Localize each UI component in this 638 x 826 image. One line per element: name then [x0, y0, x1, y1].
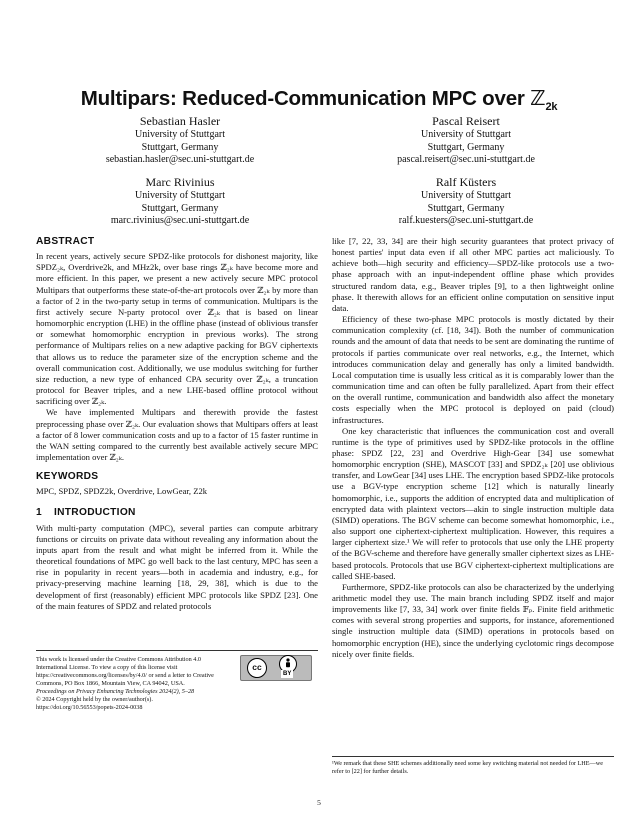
page-number: 5	[317, 798, 321, 807]
cc-by-logo	[240, 655, 312, 681]
body-paragraph: One key characteristic that influences the communication cost and overall runtime is the type of primitives used by SPDZ-like protocols in the offline phase: SPDZ [22, 23] and Overdrive High-Gear [34] use somewhat homomorphic encryption (SHE), MASCOT [33] and SPDZ₂ₖ [20] use oblivious transfer, and LowGear [34] uses LHE. The encryption based SPDZ-like protocols use a BGV-type encryption scheme [12] which is naturally linearly homomorphic, i.e., supports the addition of encrypted data and multiplication of encrypted data with plaintext vectors—akin to single instruction multiple data (SIMD) operations. The BGV scheme can become somewhat homomorphic, i.e., also support one ciphertext-ciphertext multiplication. However, this requires a larger ciphertext size.¹ We will refer to protocols that use only the LHE property of the BGV-scheme and therefore have generally smaller ciphertext sizes as LHE-based protocols. Protocols that use BGV ciphertext-ciphertext multiplications are called SHE-based.	[332, 425, 614, 581]
author-email: ralf.kuesters@sec.uni-stuttgart.de	[398, 215, 534, 227]
body-paragraph: Furthermore, SPDZ-like protocols can also be characterized by the underlying arithmetic model they use. The main branch including SPDZ itself and major improvements like [7, 33, 34] work over finite fields 𝔽ₚ. Finite field arithmetic comes with several strong properties and supports, for instance, aforementioned single instruction multiple data (SIMD) operations in protocols based on homomorphic encryption (HE), since the underlying cyclotomic rings decompose nicely over finite fields.	[332, 581, 614, 659]
author-affiliation: University of Stuttgart	[421, 190, 511, 201]
author-block-3	[50, 175, 310, 228]
author-affiliation: University of Stuttgart	[135, 190, 225, 201]
license-copyright: © 2024 Copyright held by the owner/author(s).	[36, 696, 153, 703]
license-block	[36, 650, 318, 712]
abstract-heading: ABSTRACT	[36, 236, 95, 247]
author-affiliation: University of Stuttgart	[421, 129, 511, 140]
author-name: Sebastian Hasler	[139, 114, 221, 128]
author-location: Stuttgart, Germany	[141, 141, 219, 153]
author-location: Stuttgart, Germany	[427, 202, 505, 214]
author-name: Ralf Küsters	[435, 175, 497, 189]
author-name: Pascal Reisert	[432, 114, 500, 128]
author-email: marc.rivinius@sec.uni-stuttgart.de	[110, 215, 250, 227]
author-email: pascal.reisert@sec.uni-stuttgart.de	[397, 154, 535, 166]
abstract-paragraph: We have implemented Multipars and therewith provide the fastest preprocessing phase over ℤ₂ₖ. Our evaluation shows that Multipars offers at least a factor of 8 lower communication costs and up to a factor of 15 faster runtime in the WAN setting compared to the currently best available actively secure MPC implementation over ℤ₂ₖ.	[36, 407, 318, 462]
license-text: This work is licensed under the Creative Commons Attribution 4.0 International License. To view a copy of this license visit https://creativecommons.org/licenses/by/4.0/ or send a letter to Creative Commons, PO Box 1866, Mountain View, CA 94042, USA.	[36, 656, 214, 687]
by-label: BY	[283, 671, 292, 677]
cc-icon: cc	[247, 658, 267, 678]
author-block-1	[50, 114, 310, 167]
author-block-4	[336, 175, 596, 228]
author-email: sebastian.hasler@sec.uni-stuttgart.de	[105, 154, 255, 166]
author-block-2	[336, 114, 596, 167]
author-location: Stuttgart, Germany	[427, 141, 505, 153]
author-name: Marc Rivinius	[145, 175, 215, 189]
body-paragraph: Efficiency of these two-phase MPC protocols is mostly dictated by their communication complexity (cf. [18, 34]). Both the number of communication rounds and the amount of data that needs to be sent are dominating the runtime of protocols if parties communicate over real networks, e.g., the Internet, which introduces communication delay and generally has only a limited bandwidth. Local computation time is usually less critical as it is comparably lower than the communication time and can often be fully parallelized. Apart from their effect on the overall runtime, communication and bandwidth also affect the monetary costs especially when the MPC protocol is deployed on paid (cloud) infrastructures.	[332, 314, 614, 425]
keywords-text: MPC, SPDZ, SPDZ2k, Overdrive, LowGear, Z2k	[36, 486, 208, 497]
right-column	[332, 236, 614, 660]
license-doi[interactable]: https://doi.org/10.56553/popets-2024-0038	[36, 704, 143, 711]
left-column	[36, 236, 318, 612]
license-journal: Proceedings on Privacy Enhancing Technologies 2024(2), 5–28	[36, 688, 195, 695]
abstract-paragraph: In recent years, actively secure SPDZ-like protocols for dishonest majority, like SPDZ₂ₖ, Overdrive2k, and MHz2k, over base rings ℤ₂ₖ have become more and more efficient. In this paper, we present a new actively secure MPC protocol Multipars that outperforms these state-of-the-art protocols over ℤ₂ₖ by more than a factor of 2 in the two-party setup in terms of communication. Multipars is the first actively secure N-party protocol over ℤ₂ₖ that is based on linear homomorphic encryption (LHE) in the offline phase (instead of oblivious transfer or somewhat homomorphic encryption in previous works). The strong performance of Multipars relies on a new adaptive packing for BGV ciphertexts that allows us to reduce the parameter size of the encryption scheme and the overall communication cost. Additionally, we use modulus switching for further size reduction, a new type of enhanced CPA security over ℤ₂ₖ, a truncation protocol for Beaver triples, and a new LHE-based offline protocol without sacrificing over ℤ₂ₖ.	[36, 251, 318, 407]
keywords-heading: KEYWORDS	[36, 471, 99, 483]
author-affiliation: University of Stuttgart	[135, 129, 225, 140]
footnote: ¹We remark that these SHE schemes additionally need some key switching material not needed for LHE—we refer to [22] for further details.	[332, 756, 614, 776]
introduction-heading: 1 INTRODUCTION	[36, 507, 136, 519]
body-paragraph: like [7, 22, 33, 34] are their high security guarantees that protect privacy of honest parties' input data even if all other MPC parties act maliciously. To achieve both—high security and efficiency—SPDZ-like protocols use a two-phase approach with an input-independent offline phase which provides structured random data, e.g., Beaver triples [9], to a then lightweight online phase. It therewith allows for an efficient online computation on sensitive input data.	[332, 236, 614, 313]
paper-title: Multipars: Reduced-Communication MPC over ℤ$_{2k}$	[80, 87, 558, 114]
intro-paragraph: With multi-party computation (MPC), several parties can compute arbitrary functions or circuits on private data without revealing any information about the inputs apart from the result and what might be inferred from it. While the theoretical foundations of MPC go well back to the last century, MPC has seen a rise in popularity in recent years—both in academia and industry, e.g., for privacy-preserving machine learning [18, 29, 38], which is due to the development of first (reasonably) efficient MPC protocols like SPDZ [23]. One of the main features of SPDZ and related protocols	[36, 522, 318, 611]
author-location: Stuttgart, Germany	[141, 202, 219, 214]
